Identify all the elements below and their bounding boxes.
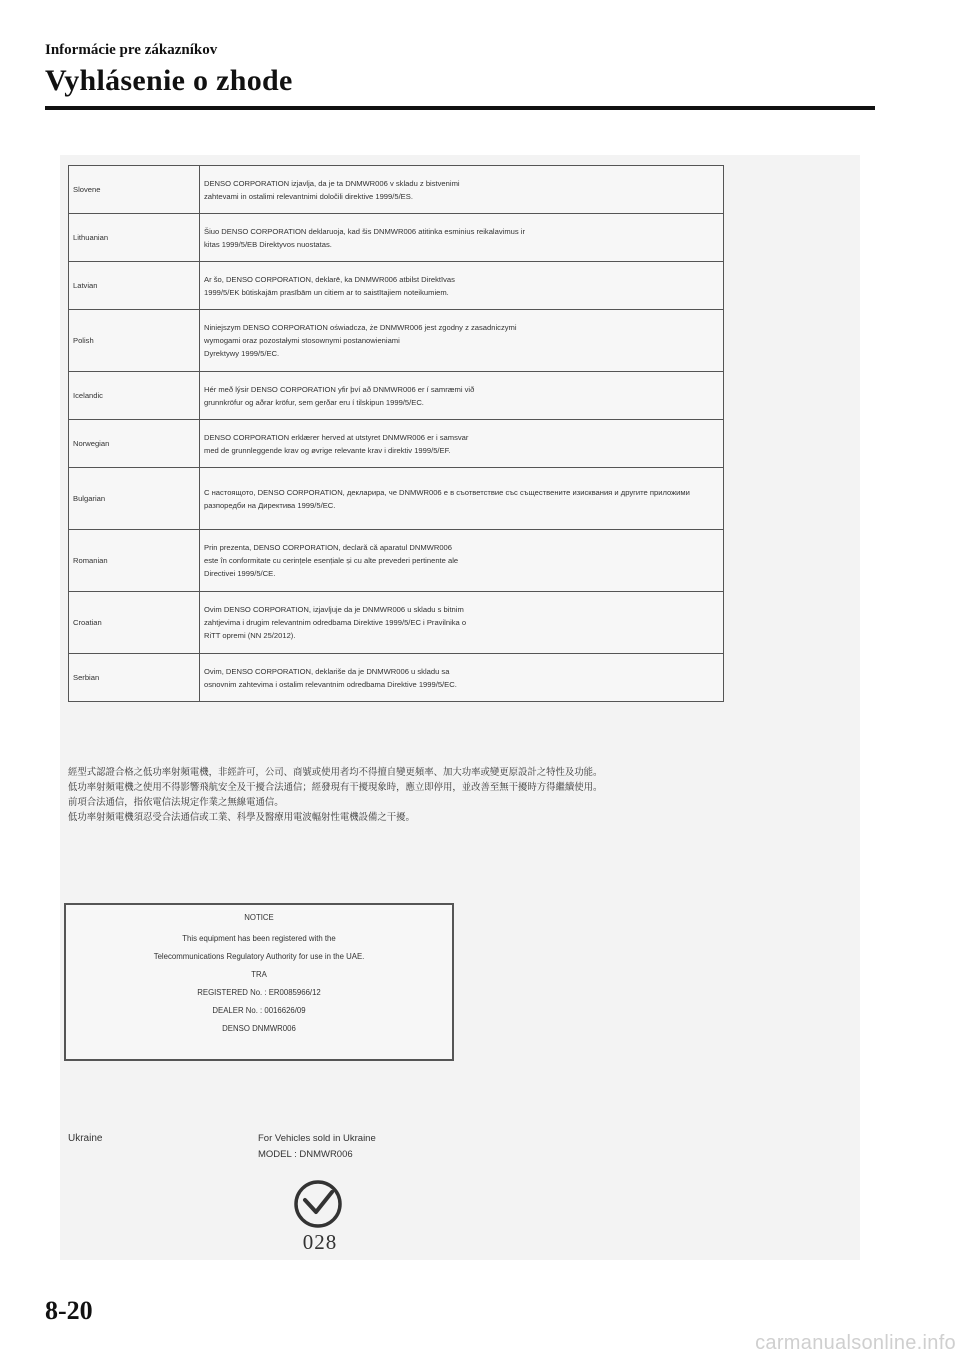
declaration-language: Slovene (69, 166, 200, 214)
declaration-text-line: С настоящото, DENSO CORPORATION, декларира, че DNMWR006 е в съответствие със съществените изисквания и другите приложими разпоредби на Директива 1999/5/ЕС. (204, 487, 690, 510)
declaration-text-line: wymogami oraz pozostałymi stosownymi postanowieniami (204, 336, 400, 345)
declaration-text-line: Hér með lýsir DENSO CORPORATION yfir því að DNMWR006 er í samræmi við (204, 384, 475, 394)
declaration-text-line: kitas 1999/5/EB Direktyvos nuostatas. (204, 239, 332, 249)
declaration-text (200, 468, 724, 530)
declaration-text (200, 310, 724, 372)
declaration-row (69, 214, 724, 262)
declaration-row (69, 166, 724, 214)
declaration-language: Serbian (69, 654, 200, 702)
ukraine-label: Ukraine (68, 1133, 103, 1144)
declaration-language: Bulgarian (69, 468, 200, 530)
declaration-text-line: Niniejszym DENSO CORPORATION oświadcza, że DNMWR006 jest zgodny z zasadniczymi (204, 323, 517, 332)
declaration-row (69, 592, 724, 654)
declaration-row (69, 262, 724, 310)
declaration-language: Latvian (69, 262, 200, 310)
declaration-text-line: Directivei 1999/5/CE. (204, 569, 276, 578)
declaration-text-line: grunnkröfur og aðrar kröfur, sem gerðar eru í tilskipun 1999/5/EC. (204, 397, 424, 407)
declaration-text-line: DENSO CORPORATION izjavlja, da je ta DNMWR006 v skladu z bistvenimi (204, 178, 460, 188)
declaration-text-line: zahtjevima i drugim relevantnim odredbama Direktive 1999/5/EC i Pravilnika o (204, 618, 467, 627)
uae-notice-line: DEALER No. : 0016626/09 (212, 1006, 306, 1015)
declaration-text-line: 1999/5/EK būtiskajām prasībām un citiem ar to saistītajiem noteikumiem. (204, 287, 449, 297)
declaration-language: Lithuanian (69, 214, 200, 262)
ukraine-text-line-2: MODEL : DNMWR006 (258, 1149, 353, 1160)
declaration-text-line: Ovim, DENSO CORPORATION, deklariše da je DNMWR006 u skladu sa (204, 666, 450, 676)
declaration-text-line: Dyrektywy 1999/5/EC. (204, 349, 280, 358)
declaration-text (200, 654, 724, 702)
declaration-row (69, 654, 724, 702)
declaration-text-line: DENSO CORPORATION erklærer herved at utstyret DNMWR006 er i samsvar (204, 432, 469, 442)
declaration-text (200, 262, 724, 310)
declaration-text-line: Prin prezenta, DENSO CORPORATION, declară că aparatul DNMWR006 (204, 543, 453, 552)
cjk-notice-line: 低功率射頻電機須忍受合法通信或工業、科學及醫療用電波輻射性電機設備之干擾。 (68, 812, 415, 823)
ukrainian-conformity-mark-icon (292, 1178, 344, 1230)
declaration-text-line: med de grunnleggende krav og øvrige relevante krav i direktiv 1999/5/EF. (204, 445, 451, 455)
declaration-text-line: RiTT opremi (NN 25/2012). (204, 631, 296, 640)
uae-notice-line: REGISTERED No. : ER0085966/12 (197, 988, 321, 997)
declaration-text (200, 530, 724, 592)
declaration-text-line: Ar šo, DENSO CORPORATION, deklarē, ka DNMWR006 atbilst Direktīvas (204, 274, 455, 284)
watermark: carmanualsonline.info (755, 1332, 956, 1354)
declaration-text-line: Šiuo DENSO CORPORATION deklaruoja, kad šis DNMWR006 atitinka esminius reikalavimus ir (204, 226, 525, 236)
uae-notice-line: DENSO DNMWR006 (222, 1024, 296, 1033)
declaration-row (69, 420, 724, 468)
declaration-table (68, 165, 724, 702)
cjk-notice-line: 前項合法通信，指依電信法規定作業之無線電通信。 (68, 797, 284, 808)
page-number: 8-20 (45, 1296, 93, 1325)
declaration-language: Norwegian (69, 420, 200, 468)
page-title: Vyhlásenie o zhode (45, 64, 293, 97)
ukraine-text-line-1: For Vehicles sold in Ukraine (258, 1133, 376, 1144)
declaration-row (69, 468, 724, 530)
declaration-text-line: este în conformitate cu cerințele esențiale și cu alte prevederi pertinente ale (204, 556, 459, 565)
uae-notice-line: TRA (251, 970, 267, 979)
declaration-row (69, 372, 724, 420)
declaration-text (200, 214, 724, 262)
declaration-text-line: Ovim DENSO CORPORATION, izjavljuje da je DNMWR006 u skladu s bitnim (204, 605, 464, 614)
declaration-text (200, 592, 724, 654)
declaration-text-line: zahtevami in ostalimi relevantnimi določili direktive 1999/5/ES. (204, 191, 413, 201)
cjk-notice-line: 經型式認證合格之低功率射頻電機，非經許可，公司、商號或使用者均不得擅自變更頻率、加大功率或變更原設計之特性及功能。 (68, 767, 603, 778)
declaration-text (200, 166, 724, 214)
cjk-notice (68, 765, 868, 825)
declaration-text (200, 420, 724, 468)
declaration-row (69, 530, 724, 592)
uae-notice-line: Telecommunications Regulatory Authority for use in the UAE. (153, 952, 365, 961)
uae-notice-line: This equipment has been registered with the (182, 934, 336, 943)
conformity-mark-code: 028 (302, 1230, 338, 1254)
uae-notice-line: NOTICE (244, 913, 274, 922)
section-label: Informácie pre zákazníkov (45, 42, 218, 58)
declaration-text (200, 372, 724, 420)
declaration-language: Croatian (69, 592, 200, 654)
declaration-language: Romanian (69, 530, 200, 592)
declaration-row (69, 310, 724, 372)
title-rule (45, 106, 875, 110)
uae-notice-box (64, 903, 454, 1061)
cjk-notice-line: 低功率射頻電機之使用不得影響飛航安全及干擾合法通信；經發現有干擾現象時，應立即停用，並改善至無干擾時方得繼續使用。 (68, 782, 603, 793)
declaration-text-line: osnovnim zahtevima i ostalim relevantnim odredbama Direktive 1999/5/EC. (204, 679, 457, 689)
declaration-language: Icelandic (69, 372, 200, 420)
declaration-language: Polish (69, 310, 200, 372)
